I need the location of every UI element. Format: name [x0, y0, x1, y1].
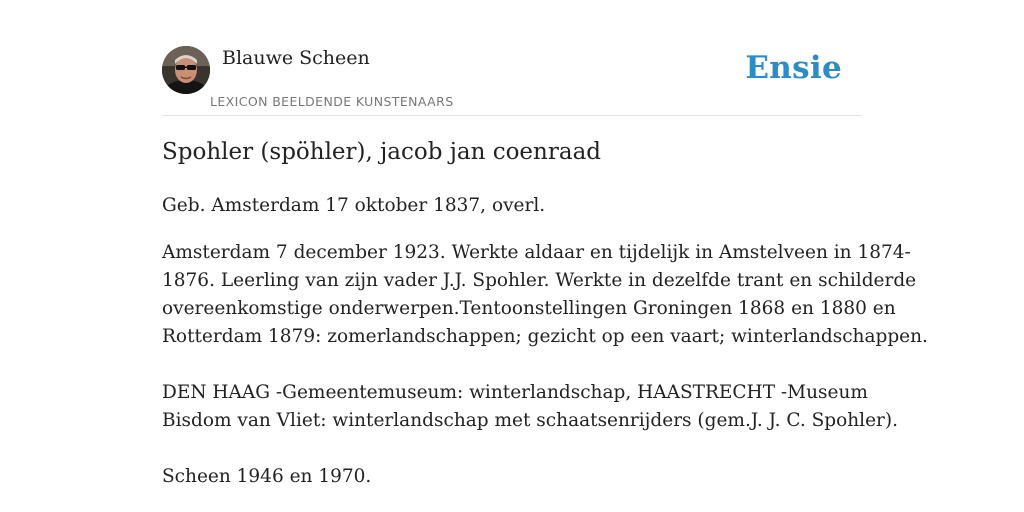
body-line: Amsterdam 7 december 1923. Werkte aldaar en tijdelijk in Amstelveen in 1874- [162, 242, 911, 263]
header-divider [162, 115, 862, 116]
collections-line: Bisdom van Vliet: winterlandschap met schaatsenrijders (gem.J. J. C. Spohler). [162, 410, 898, 431]
body-line: Rotterdam 1879: zomerlandschappen; gezicht op een vaart; winterlandschappen. [162, 326, 928, 347]
article-body [162, 239, 928, 351]
collections-line: DEN HAAG -Gemeentemuseum: winterlandschap, HAASTRECHT -Museum [162, 382, 868, 403]
article-title: Spohler (spöhler), jacob jan coenraad [162, 139, 601, 165]
avatar-portrait-icon [162, 46, 210, 94]
article-collections [162, 379, 898, 435]
author-avatar[interactable] [162, 46, 210, 94]
category-label[interactable]: LEXICON BEELDENDE KUNSTENAARS [210, 94, 454, 109]
article-intro: Geb. Amsterdam 17 oktober 1837, overl. [162, 195, 546, 216]
ensie-logo[interactable]: Ensie [745, 50, 842, 86]
body-line: 1876. Leerling van zijn vader J.J. Spohler. Werkte in dezelfde trant en schilderde [162, 270, 917, 291]
author-name[interactable]: Blauwe Scheen [222, 47, 370, 69]
body-line: overeenkomstige onderwerpen.Tentoonstellingen Groningen 1868 en 1880 en [162, 298, 896, 319]
article-header [162, 46, 862, 116]
article-source: Scheen 1946 en 1970. [162, 466, 372, 487]
